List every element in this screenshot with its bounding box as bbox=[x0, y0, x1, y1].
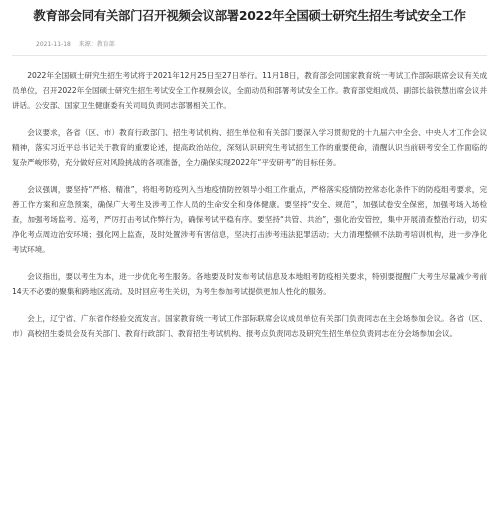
publish-date: 2021-11-18 bbox=[36, 41, 71, 48]
paragraph-4: 会议指出，要以考生为本，进一步优化考生服务。各地要及时发布考试信息及本地组考防疫相关要求，特别要提醒广大考生尽量减少考前14天不必要的聚集和跨地区流动。及时回应考生关切，为考生参加考试提供更加人性化的服务。 bbox=[12, 272, 487, 296]
article-source: 来源：教育部 bbox=[78, 41, 115, 48]
paragraph-3: 会议强调，要坚持“严格、精准”，将组考防疫列入当地疫情防控领导小组工作重点，严格落实疫情防控常态化条件下的防疫组考要求，完善工作方案和应急预案，确保广大考生及涉考工作人员的生命安全和身体健康。要坚持“安全、规范”，加强试卷安全保密，加强考场入场检查，加强考场监考、巡考，严厉打击考试作弊行为，确保考试平稳有序。要坚持“共管、共治”，强化治安管控，集中开展清查整治行动，切实净化考点周边治安环境；强化网上监查，及时处置涉考有害信息，坚决打击涉考违法犯罪活动；大力清理整顿不法助考培训机构，进一步净化考试环境。 bbox=[12, 185, 487, 254]
article-body bbox=[12, 68, 487, 341]
paragraph-1: 2022年全国硕士研究生招生考试将于2021年12月25日至27日举行。11月18日，教育部会同国家教育统一考试工作部际联席会议有关成员单位，召开2022年全国硕士研究生招生考试安全工作视频会议，全面动员和部署考试安全工作。教育部党组成员、副部长翁铁慧出席会议并讲话。公安部、国家卫生健康委有关司局负责同志部署相关工作。 bbox=[12, 71, 487, 110]
article-meta bbox=[12, 40, 487, 50]
paragraph-2: 会议要求，各省（区、市）教育行政部门、招生考试机构、招生单位和有关部门要深入学习贯彻党的十九届六中全会、中央人才工作会议精神，落实习近平总书记关于教育的重要论述，提高政治站位，深刻认识研究生考试招生工作的重要使命，清醒认识当前研考安全工作面临的复杂严峻形势，充分做好应对风险挑战的各项准备，全力确保实现2022年“平安研考”的目标任务。 bbox=[12, 128, 487, 167]
article-title: 教育部会同有关部门召开视频会议部署2022年全国硕士研究生招生考试安全工作 bbox=[33, 8, 466, 23]
paragraph-5: 会上，辽宁省、广东省作经验交流发言。国家教育统一考试工作部际联席会议成员单位有关部门负责同志在主会场参加会议。各省（区、市）高校招生委员会及有关部门、教育行政部门、教育招生考试机构、报考点负责同志及研究生招生单位负责同志在分会场参加会议。 bbox=[12, 314, 487, 338]
title-divider bbox=[12, 55, 487, 56]
